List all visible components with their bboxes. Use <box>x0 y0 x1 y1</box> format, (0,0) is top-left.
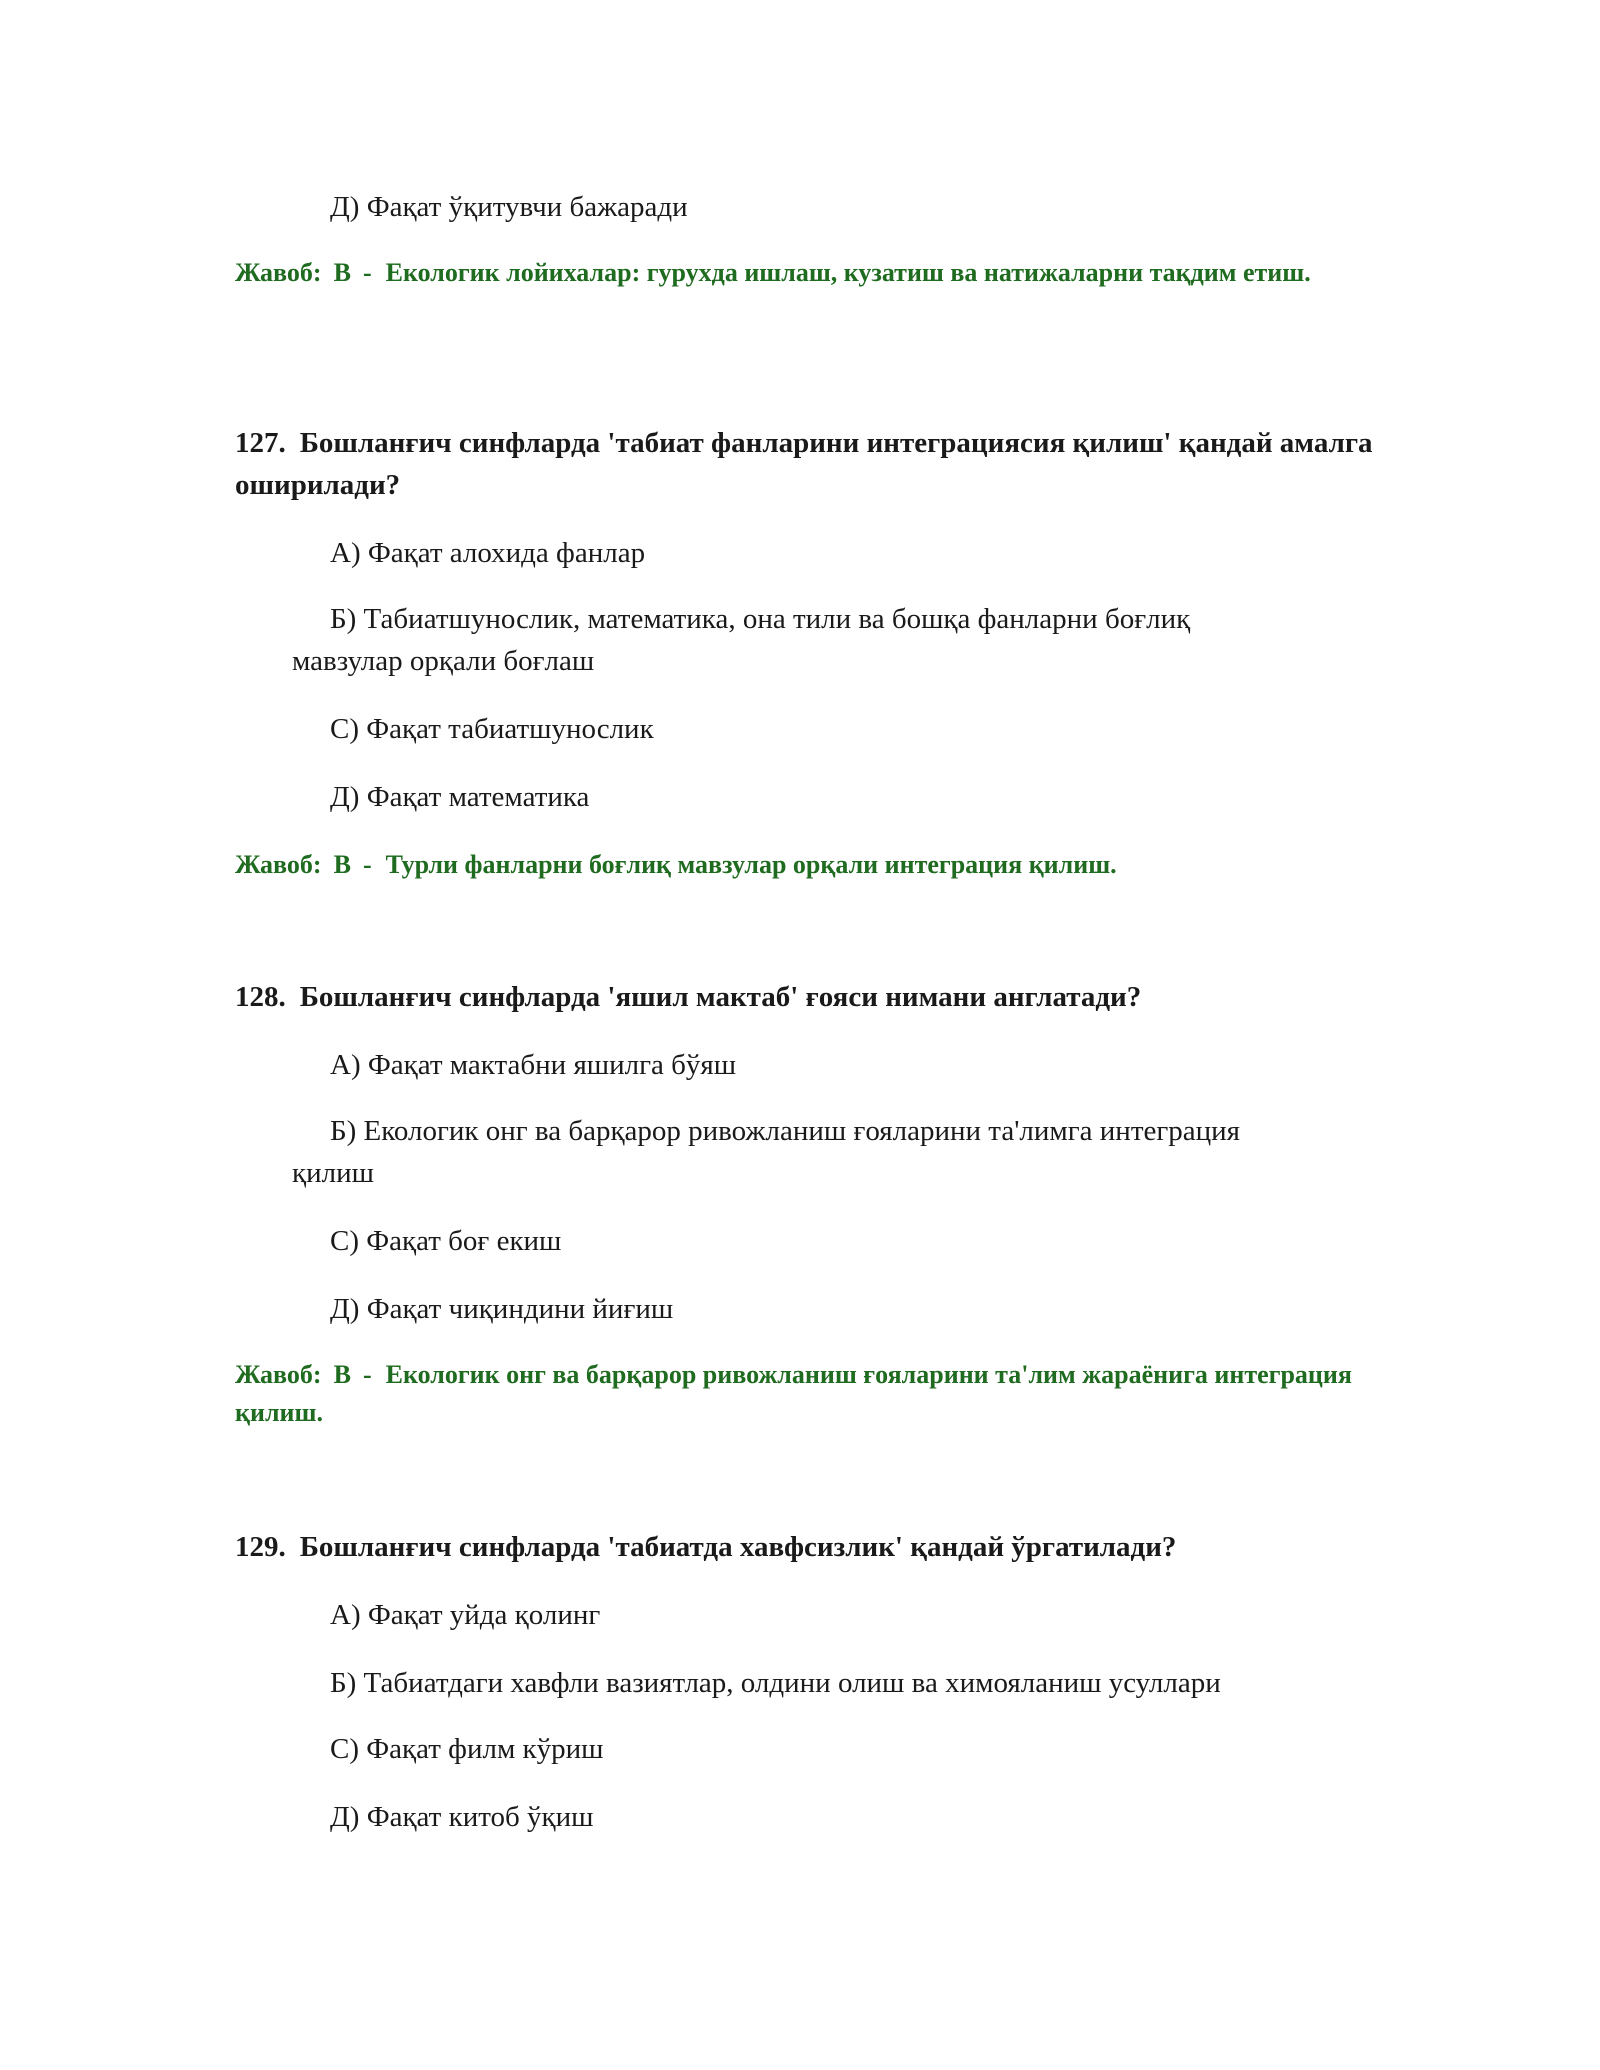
answer-letter: В <box>333 1360 351 1389</box>
answer-127 <box>235 846 1385 884</box>
option-b-127 <box>292 598 1392 682</box>
option-text-rest: мавзулар орқали боғлаш <box>292 645 595 677</box>
option-b-129: Б) Табиатдаги хавфли вазиятлар, олдини олиш ва химояланиш усуллари <box>330 1667 1221 1699</box>
option-text-first: Б) Табиатшунослик, математика, она тили ва бошқа фанларни боғлиқ <box>330 603 1191 635</box>
answer-label: Жавоб: <box>235 850 322 879</box>
answer-label: Жавоб: <box>235 258 322 287</box>
question-text: Бошланғич синфларда 'табиатда хавфсизлик' қандай ўргатилади? <box>299 1531 1177 1563</box>
question-number: 127. <box>235 427 286 459</box>
option-d-128: Д) Фақат чиқиндини йиғиш <box>330 1293 674 1325</box>
option-a-127: А) Фақат алохида фанлар <box>330 537 646 569</box>
question-text: Бошланғич синфларда 'табиат фанларини интеграциясия қилиш' қандай амалга оширилади? <box>235 427 1373 501</box>
answer-128 <box>235 1356 1385 1432</box>
option-c-128: С) Фақат боғ екиш <box>330 1225 562 1257</box>
option-b-128 <box>292 1110 1392 1194</box>
answer-126 <box>235 254 1385 292</box>
question-text: Бошланғич синфларда 'яшил мактаб' ғояси нимани англатади? <box>299 981 1142 1013</box>
question-128 <box>235 976 1375 1018</box>
answer-text: Турли фанларни боғлиқ мавзулар орқали интеграция қилиш. <box>385 850 1117 879</box>
option-d-127: Д) Фақат математика <box>330 781 590 813</box>
answer-letter: В <box>333 258 351 287</box>
answer-text: Екологик лойихалар: гурухда ишлаш, кузатиш ва натижаларни тақдим етиш. <box>385 258 1311 287</box>
option-d-129: Д) Фақат китоб ўқиш <box>330 1801 594 1833</box>
option-a-129: А) Фақат уйда қолинг <box>330 1599 601 1631</box>
answer-dash: - <box>362 258 372 287</box>
option-a-128: А) Фақат мактабни яшилга бўяш <box>330 1049 737 1081</box>
option-text-first: Б) Екологик онг ва барқарор ривожланиш ғояларини та'лимга интеграция <box>330 1115 1241 1147</box>
option-c-129: С) Фақат филм кўриш <box>330 1733 604 1765</box>
option-d-126: Д) Фақат ўқитувчи бажаради <box>330 191 688 223</box>
question-number: 128. <box>235 981 286 1013</box>
answer-dash: - <box>362 1360 372 1389</box>
option-c-127: С) Фақат табиатшунослик <box>330 713 654 745</box>
answer-label: Жавоб: <box>235 1360 322 1389</box>
answer-text: Екологик онг ва барқарор ривожланиш ғояларини та'лим жараёнига интеграция қилиш. <box>235 1360 1352 1427</box>
answer-letter: В <box>333 850 351 879</box>
option-text-rest: қилиш <box>292 1157 374 1189</box>
answer-dash: - <box>362 850 372 879</box>
question-127 <box>235 422 1375 506</box>
question-129 <box>235 1526 1375 1568</box>
question-number: 129. <box>235 1531 286 1563</box>
